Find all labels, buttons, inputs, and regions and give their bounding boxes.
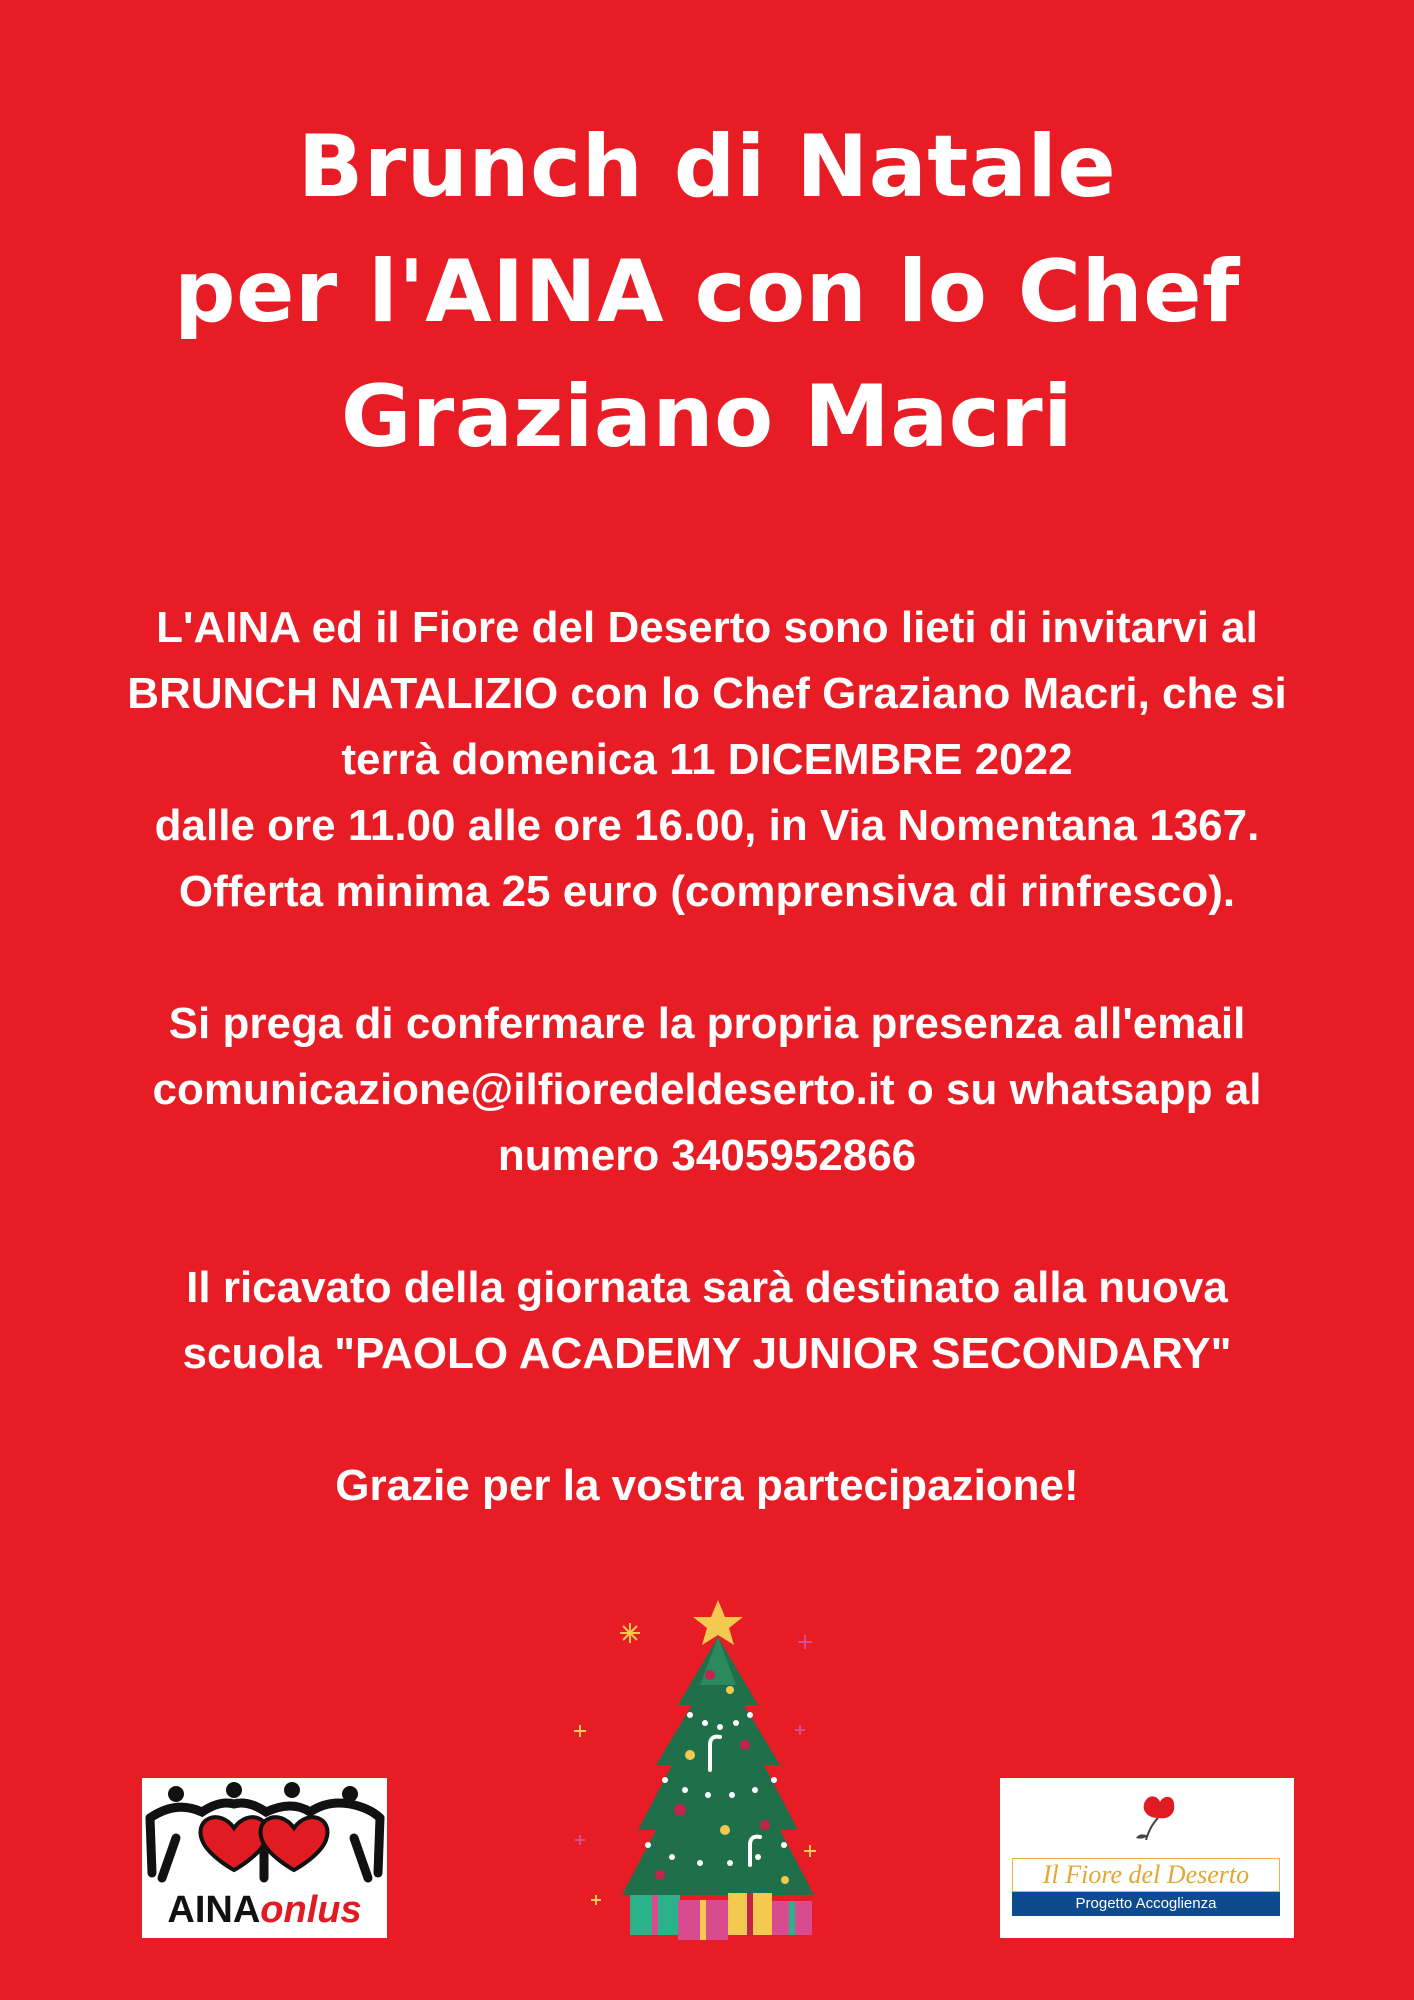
flower-icon — [1000, 1778, 1294, 1858]
proceeds-line-2: scuola "PAOLO ACADEMY JUNIOR SECONDARY" — [182, 1329, 1232, 1378]
christmas-tree-icon — [560, 1595, 860, 1955]
aina-name: AINA — [167, 1889, 261, 1931]
fiore-logo — [1000, 1778, 1294, 1938]
spacer — [30, 925, 1384, 991]
rsvp-line-2: comunicazione@ilfioredeldeserto.it o su whatsapp al — [152, 1065, 1262, 1114]
body-text — [30, 595, 1384, 1519]
rsvp-line-1: Si prega di confermare la propria presenza all'email — [168, 999, 1246, 1048]
proceeds-line-1: Il ricavato della giornata sarà destinato alla nuova — [186, 1263, 1228, 1312]
invitation-line-4: dalle ore 11.00 alle ore 16.00, in Via Nomentana 1367. — [154, 801, 1260, 850]
thanks-line: Grazie per la vostra partecipazione! — [335, 1461, 1079, 1510]
aina-logo — [142, 1778, 387, 1938]
invitation-line-1: L'AINA ed il Fiore del Deserto sono lieti di invitarvi al — [156, 603, 1258, 652]
aina-wordmark — [142, 1888, 387, 1932]
title-line-1: Brunch di Natale — [297, 117, 1117, 217]
title-line-3: Graziano Macri — [340, 367, 1074, 467]
page-title — [0, 105, 1414, 480]
spacer — [30, 1387, 1384, 1453]
fiore-name: Il Fiore del Deserto — [1012, 1858, 1280, 1892]
fiore-subtitle: Progetto Accoglienza — [1012, 1892, 1280, 1916]
invitation-line-5: Offerta minima 25 euro (comprensiva di rinfresco). — [178, 867, 1236, 916]
aina-people-hearts-icon — [142, 1778, 387, 1893]
title-line-2: per l'AINA con lo Chef — [174, 242, 1240, 342]
rsvp-line-3: numero 3405952866 — [497, 1131, 917, 1180]
aina-suffix: onlus — [260, 1889, 362, 1931]
invitation-line-2: BRUNCH NATALIZIO con lo Chef Graziano Macri, che si — [127, 669, 1287, 718]
invitation-line-3: terrà domenica 11 DICEMBRE 2022 — [341, 735, 1073, 784]
spacer — [30, 1189, 1384, 1255]
